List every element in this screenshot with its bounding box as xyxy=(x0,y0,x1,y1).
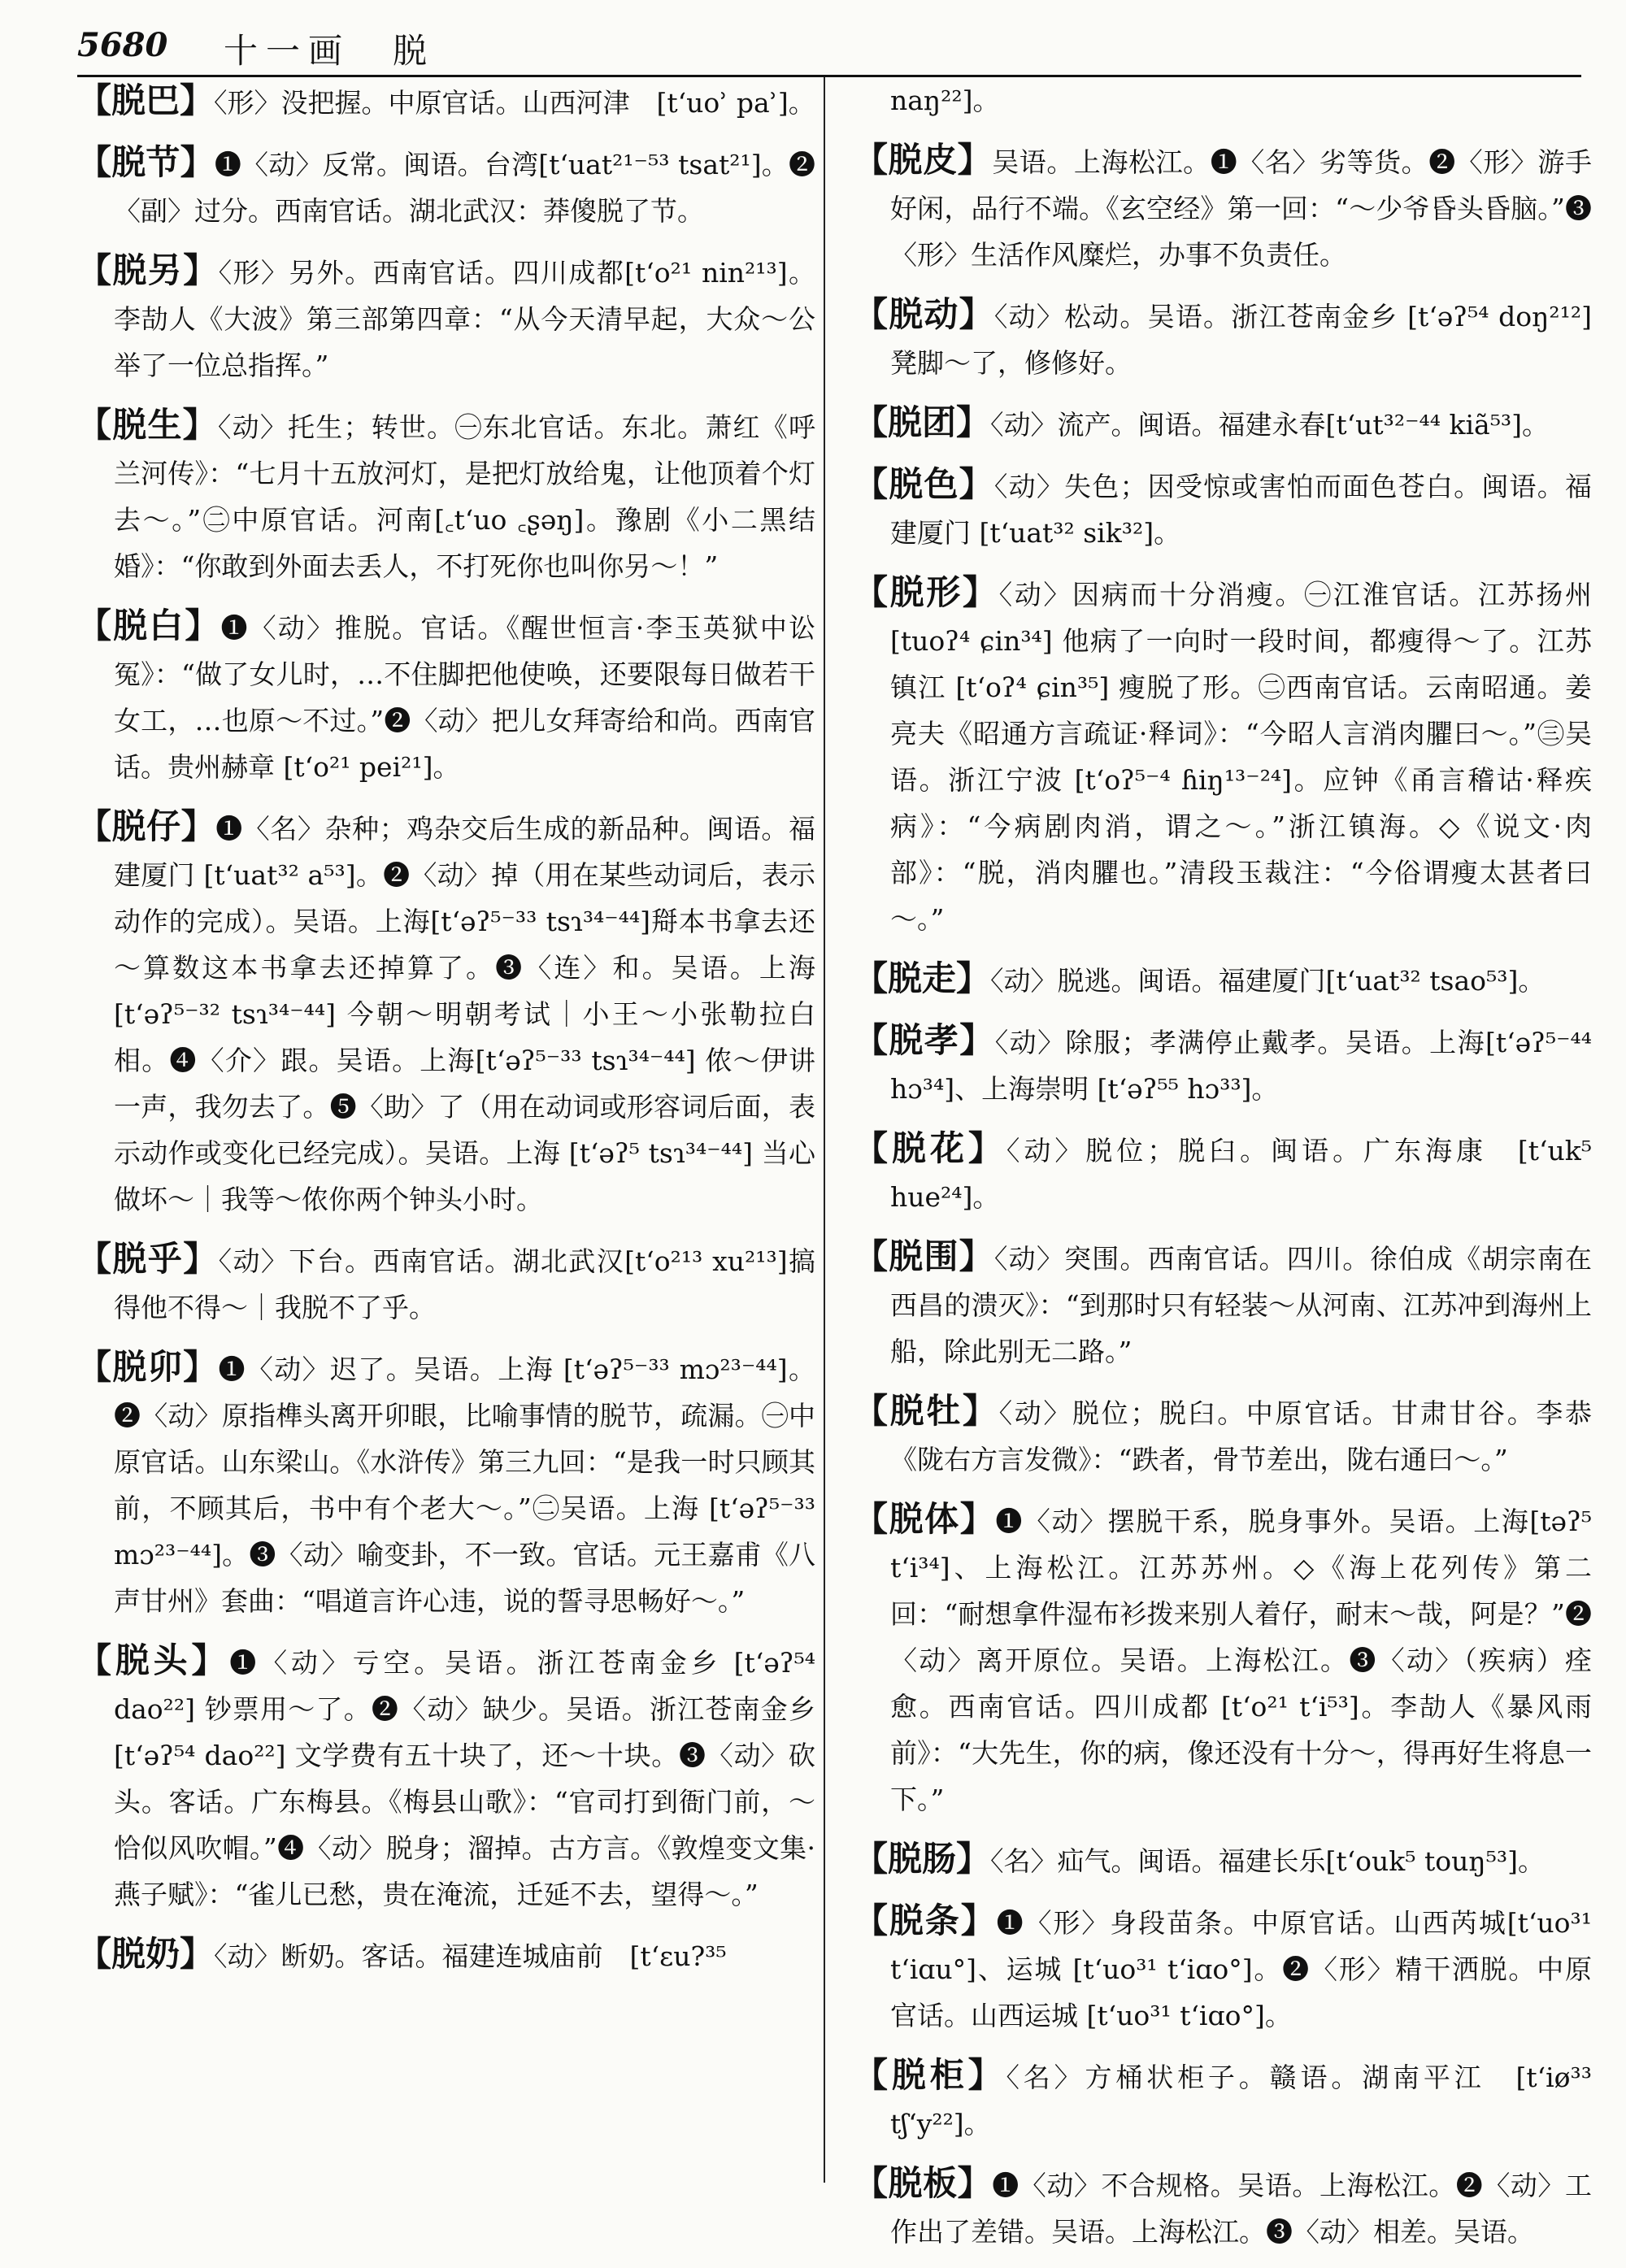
headword: 【脱奶】 xyxy=(77,1934,215,1974)
headword: 【脱皮】 xyxy=(854,140,993,180)
definition: ❶〈动〉迟了。吴语。上海 [tʻəʔ⁵⁻³³ mɔ²³⁻⁴⁴]。❷〈动〉原指榫头离开卯眼，比喻事情的脱节，疏漏。㊀中原官话。山东梁山。《水浒传》第三九回：“是我一时只顾其前，不顾其后，书中有个老大～。”㊁吴语。上海 [tʻəʔ⁵⁻³³ mɔ²³⁻⁴⁴]。❸〈动〉喻变卦，不一致。官话。元王嘉甫《八声甘州》套曲：“唱道言许心违，说的誓寻思畅好～。” xyxy=(114,1353,815,1617)
entry-continuation xyxy=(854,77,1592,124)
headword: 【脱巴】 xyxy=(77,80,215,120)
definition: 吴语。上海松江。❶〈名〉劣等货。❷〈形〉游手好闲，品行不端。《玄空经》第一回：“～少爷昏头昏脑。”❸〈形〉生活作风糜烂，办事不负责任。 xyxy=(890,146,1592,271)
entry-tuopi xyxy=(854,137,1592,278)
entry-tuose xyxy=(854,461,1592,556)
entry-tuoban xyxy=(854,2160,1592,2255)
definition: ❶〈动〉反常。闽语。台湾[tʻuat²¹⁻⁵³ tsat²¹]。❷〈副〉过分。西南官话。湖北武汉：莽傻脱了节。 xyxy=(114,149,815,227)
entry-tuojie xyxy=(77,139,815,234)
definition: 〈形〉没把握。中原官话。山西河津 [tʻuoʾ paʾ]。 xyxy=(214,87,815,119)
entry-tuosheng xyxy=(77,402,815,589)
headword: 【脱白】 xyxy=(77,606,221,645)
entry-tuoling xyxy=(77,247,815,389)
page-header xyxy=(77,18,1581,77)
running-title: 十一画 脱 xyxy=(224,31,436,71)
entry-tuodong xyxy=(854,291,1592,386)
definition: 〈动〉失色；因受惊或害怕而面色苍白。闽语。福建厦门 [tʻuat³² sik³²]。 xyxy=(890,471,1592,549)
definition: ❶〈名〉杂种；鸡杂交后生成的新品种。闽语。福建厦门 [tʻuat³² a⁵³]。❷〈动〉掉（用在某些动词后，表示动作的完成）。吴语。上海[tʻəʔ⁵⁻³³ tsɿ³⁴⁻⁴⁴]搿本书拿去还～算数这本书拿去还掉算了。❸〈连〉和。吴语。上海 [tʻəʔ⁵⁻³² tsɿ³⁴⁻⁴⁴] 今朝～明朝考试｜小王～小张勒拉白相。❹〈介〉跟。吴语。上海[tʻəʔ⁵⁻³³ tsɿ³⁴⁻⁴⁴] 侬～伊讲一声，我勿去了。❺〈助〉了（用在动词或形容词后面，表示动作或变化已经完成）。吴语。上海 [tʻəʔ⁵ tsɿ³⁴⁻⁴⁴] 当心做坏～｜我等～侬你两个钟头小时。 xyxy=(114,813,815,1215)
headword: 【脱生】 xyxy=(77,405,218,445)
entry-tuoti xyxy=(854,1496,1592,1823)
headword: 【脱牡】 xyxy=(854,1391,999,1431)
definition: naŋ²²]。 xyxy=(890,85,1000,116)
entry-tuohu xyxy=(77,1236,815,1331)
definition: 〈名〉方桶状柜子。赣语。湖南平江 [tʻiø³³ tʃʻy²²]。 xyxy=(890,2062,1592,2140)
definition: 〈动〉脱逃。闽语。福建厦门[tʻuat³² tsao⁵³]。 xyxy=(990,965,1546,997)
entry-tuotuan xyxy=(854,399,1592,448)
entry-tuomao xyxy=(77,1344,815,1624)
entry-tuozou xyxy=(854,955,1592,1004)
headword: 【脱板】 xyxy=(854,2163,993,2203)
left-column xyxy=(77,77,815,1992)
entry-tuogui xyxy=(854,2052,1592,2147)
definition: 〈动〉脱位；脱臼。中原官话。甘肃甘谷。李恭《陇右方言发微》：“跌者，骨节差出，陇右通曰～。” xyxy=(890,1397,1592,1475)
headword: 【脱围】 xyxy=(854,1236,994,1276)
headword: 【脱头】 xyxy=(77,1640,230,1680)
headword: 【脱团】 xyxy=(854,402,991,442)
definition: ❶〈形〉身段苗条。中原官话。山西芮城[tʻuo³¹ tʻiɑu°]、运城 [tʻuo³¹ tʻiɑo°]。❷〈形〉精干洒脱。中原官话。山西运城 [tʻuo³¹ tʻiɑo°]。 xyxy=(890,1907,1592,2031)
definition: ❶〈动〉不合规格。吴语。上海松江。❷〈动〉工作出了差错。吴语。上海松江。❸〈动〉相差。吴语。 xyxy=(890,2170,1592,2248)
definition: 〈动〉脱位；脱臼。闽语。广东海康 [tʻuk⁵ hue²⁴]。 xyxy=(890,1135,1592,1213)
headword: 【脱另】 xyxy=(77,250,219,290)
entry-tuotou xyxy=(77,1637,815,1918)
page-number: 5680 xyxy=(77,26,168,64)
definition: 〈动〉突围。西南官话。四川。徐伯成《胡宗南在西昌的溃灭》：“到那时只有轻装～从河南、江苏冲到海州上船，除此别无二路。” xyxy=(890,1243,1592,1367)
definition: 〈动〉除服；孝满停止戴孝。吴语。上海[tʻəʔ⁵⁻⁴⁴ hɔ³⁴]、上海崇明 [tʻəʔ⁵⁵ hɔ³³]。 xyxy=(890,1027,1592,1105)
entry-tuonai xyxy=(77,1931,815,1979)
entry-tuotiao xyxy=(854,1897,1592,2039)
entry-tuobai xyxy=(77,602,815,790)
definition: ❶〈动〉亏空。吴语。浙江苍南金乡 [tʻəʔ⁵⁴ dao²²] 钞票用～了。❷〈动〉缺少。吴语。浙江苍南金乡 [tʻəʔ⁵⁴ dao²²] 文学费有五十块了，还～十块。❸〈动〉砍头。客话。广东梅县。《梅县山歌》：“官司打到衙门前，～恰似风吹帽。”❹〈动〉脱身；溜掉。古方言。《敦煌变文集·燕子赋》：“雀儿已愁，贵在淹流，迁延不去，望得～。” xyxy=(114,1647,815,1910)
definition: 〈动〉因病而十分消瘦。㊀江淮官话。江苏扬州[tuoʔ⁴ ɕin³⁴] 他病了一向时一段时间，都瘦得～了。江苏镇江 [tʻoʔ⁴ ɕin³⁵] 瘦脱了形。㊁西南官话。云南昭通。姜亮夫《昭通方言疏证·释词》：“今昭人言消肉臞曰～。”㊂吴语。浙江宁波 [tʻoʔ⁵⁻⁴ ɦiŋ¹³⁻²⁴]。应钟《甬言稽诂·释疾病》：“今病剧肉消，谓之～。”浙江镇海。◇《说文·肉部》：“脱，消肉臞也。”清段玉裁注：“今俗谓瘦太甚者曰～。” xyxy=(890,579,1592,935)
entry-tuowei xyxy=(854,1233,1592,1375)
headword: 【脱孝】 xyxy=(854,1020,995,1060)
headword: 【脱乎】 xyxy=(77,1239,219,1279)
right-column xyxy=(854,77,1592,2268)
entry-tuoxing xyxy=(854,569,1592,942)
headword: 【脱体】 xyxy=(854,1499,996,1539)
entry-tuohua xyxy=(854,1125,1592,1220)
headword: 【脱走】 xyxy=(854,958,991,998)
definition: 〈动〉流产。闽语。福建永春[tʻut³²⁻⁴⁴ kiã⁵³]。 xyxy=(990,409,1550,441)
entry-tuoxiao xyxy=(854,1017,1592,1112)
headword: 【脱色】 xyxy=(854,464,994,504)
definition: 〈动〉下台。西南官话。湖北武汉[tʻo²¹³ xu²¹³]搞得他不得～｜我脱不了乎。 xyxy=(114,1245,815,1323)
definition: 〈形〉另外。西南官话。四川成都[tʻo²¹ nin²¹³]。李劼人《大波》第三部第四章：“从今天清早起，大众～公举了一位总指挥。” xyxy=(114,257,815,381)
headword: 【脱动】 xyxy=(854,294,994,334)
headword: 【脱节】 xyxy=(77,142,215,182)
headword: 【脱条】 xyxy=(854,1901,997,1940)
entry-tuomu xyxy=(854,1388,1592,1483)
entry-tuoba xyxy=(77,77,815,126)
definition: 〈名〉疝气。闽语。福建长乐[tʻouk⁵ touŋ⁵³]。 xyxy=(990,1845,1545,1877)
entry-tuozai xyxy=(77,803,815,1223)
column-divider xyxy=(824,77,825,2183)
definition: 〈动〉松动。吴语。浙江苍南金乡 [tʻəʔ⁵⁴ doŋ²¹²]凳脚～了，修修好。 xyxy=(890,301,1592,379)
definition: ❶〈动〉推脱。官话。《醒世恒言·李玉英狱中讼冤》：“做了女儿时，…不住脚把他使唤，还要限每日做若干女工，…也原～不过。”❷〈动〉把儿女拜寄给和尚。西南官话。贵州赫章 [tʻo²¹ pei²¹]。 xyxy=(114,612,815,783)
definition: 〈动〉断奶。客话。福建连城庙前 [tʻɛu?³⁵ xyxy=(214,1940,727,1972)
entry-tuochang xyxy=(854,1836,1592,1884)
headword: 【脱仔】 xyxy=(77,806,216,846)
headword: 【脱柜】 xyxy=(854,2055,1006,2095)
headword: 【脱肠】 xyxy=(854,1839,991,1879)
headword: 【脱花】 xyxy=(854,1128,1006,1168)
headword: 【脱形】 xyxy=(854,572,999,612)
headword: 【脱卯】 xyxy=(77,1347,219,1387)
definition: 〈动〉托生；转世。㊀东北官话。东北。萧红《呼兰河传》：“七月十五放河灯，是把灯放给鬼，让他顶着个灯去～。”㊁中原官话。河南[꜀tʻuo ꜀ʂəŋ]。豫剧《小二黑结婚》：“你敢到外面去丢人，不打死你也叫你另～！” xyxy=(114,411,815,582)
definition: ❶〈动〉摆脱干系，脱身事外。吴语。上海[təʔ⁵ tʻi³⁴]、上海松江。江苏苏州。◇《海上花列传》第二回：“耐想拿件湿布衫拨来别人着仔，耐末～哉，阿是？”❷〈动〉离开原位。吴语。上海松江。❸〈动〉（疾病）痊愈。西南官话。四川成都 [tʻo²¹ tʻi⁵³]。李劼人《暴风雨前》：“大先生，你的病，像还没有十分～，得再好生将息一下。” xyxy=(890,1505,1592,1815)
